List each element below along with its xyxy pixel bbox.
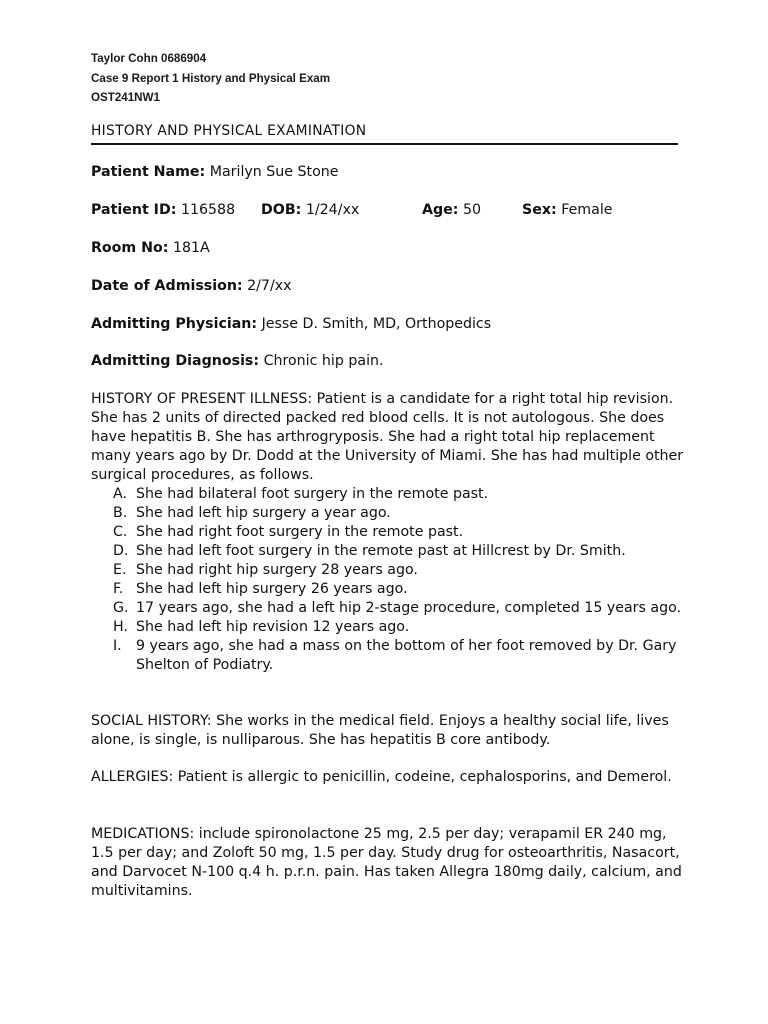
student-line: Taylor Cohn 0686904 [91,52,207,65]
admitting-physician-label: Admitting Physician: [91,316,258,332]
list-item [91,561,691,580]
social-history-paragraph: SOCIAL HISTORY: She works in the medical field. Enjoys a healthy social life, lives alone, is single, is nulliparous. She has hepatitis B core antibody. [91,713,669,748]
patient-name-label: Patient Name: [91,164,206,180]
sex-label: Sex: [522,202,557,218]
allergies-section [91,768,691,787]
age-group [422,202,481,218]
list-item [91,637,691,675]
room-label: Room No: [91,240,169,256]
sex-value: Female [561,202,613,218]
list-item-text: She had bilateral foot surgery in the remote past. [136,486,489,502]
dob-label: DOB: [261,202,302,218]
list-item-text: 9 years ago, she had a mass on the bottom of her foot removed by Dr. Gary Shelton of Podiatry. [136,638,677,673]
age-value: 50 [462,202,482,218]
list-item-text: She had left hip surgery 26 years ago. [136,581,408,597]
document-title: HISTORY AND PHYSICAL EXAMINATION [91,123,367,139]
social-history-section [91,712,691,750]
list-item-text: 17 years ago, she had a left hip 2-stage procedure, completed 15 years ago. [136,600,682,616]
list-marker: G. [113,600,129,616]
room-value: 181A [172,240,210,256]
age-label: Age: [422,202,459,218]
list-item [91,542,691,561]
patient-name-field [91,164,339,180]
title-rule [91,143,678,145]
admission-date-label: Date of Admission: [91,278,243,294]
dob-value: 1/24/xx [305,202,360,218]
hpi-paragraph: HISTORY OF PRESENT ILLNESS: Patient is a candidate for a right total hip revision. She has 2 units of directed packed red blood cells. It is not autologous. She does have hepatitis B. She has arthrogryposis. She had a right total hip replacement many years ago by Dr. Dodd at the University of Miami. She has had multiple other surgical procedures, as follows. [91,391,684,483]
list-item [91,523,691,542]
allergies-paragraph: ALLERGIES: Patient is allergic to penicillin, codeine, cephalosporins, and Demerol. [91,769,672,785]
list-marker: B. [113,505,128,521]
dob-group [261,202,359,218]
list-marker: C. [113,524,128,540]
medications-paragraph: MEDICATIONS: include spironolactone 25 mg, 2.5 per day; verapamil ER 240 mg, 1.5 per day; and Zoloft 50 mg, 1.5 per day. Study drug for osteoarthritis, Nasacort, and Darvocet N-100 q.4 h. p.r.n. pain. Has taken Allegra 180mg daily, calcium, and multivitamins. [91,826,682,899]
room-field [91,240,210,256]
patient-name-value: Marilyn Sue Stone [209,164,339,180]
list-item-text: She had right foot surgery in the remote past. [136,524,464,540]
list-marker: A. [113,486,127,502]
patient-id-group [91,202,235,218]
admitting-diagnosis-label: Admitting Diagnosis: [91,353,260,369]
list-item [91,580,691,599]
admission-date-field [91,278,292,294]
list-item-text: She had right hip surgery 28 years ago. [136,562,418,578]
course-line: OST241NW1 [91,91,160,104]
medications-section [91,825,691,901]
list-item-text: She had left hip surgery a year ago. [136,505,391,521]
document-header [91,49,330,108]
patient-id-label: Patient ID: [91,202,177,218]
admitting-physician-field [91,316,491,332]
list-marker: H. [113,619,128,635]
surgical-history-list [91,485,691,675]
case-line: Case 9 Report 1 History and Physical Exam [91,71,331,85]
list-item-text: She had left foot surgery in the remote past at Hillcrest by Dr. Smith. [136,543,626,559]
list-marker: D. [113,543,129,559]
list-item [91,504,691,523]
list-item [91,599,691,618]
list-item-text: She had left hip revision 12 years ago. [136,619,410,635]
list-item [91,618,691,637]
sex-group [522,202,613,218]
list-marker: F. [113,581,124,597]
list-marker: I. [113,638,122,654]
admitting-physician-value: Jesse D. Smith, MD, Orthopedics [261,316,492,332]
admitting-diagnosis-value: Chronic hip pain. [263,353,384,369]
list-item [91,485,691,504]
hpi-section [91,390,691,675]
admission-date-value: 2/7/xx [247,278,292,294]
list-marker: E. [113,562,127,578]
admitting-diagnosis-field [91,353,384,369]
patient-id-value: 116588 [180,202,236,218]
